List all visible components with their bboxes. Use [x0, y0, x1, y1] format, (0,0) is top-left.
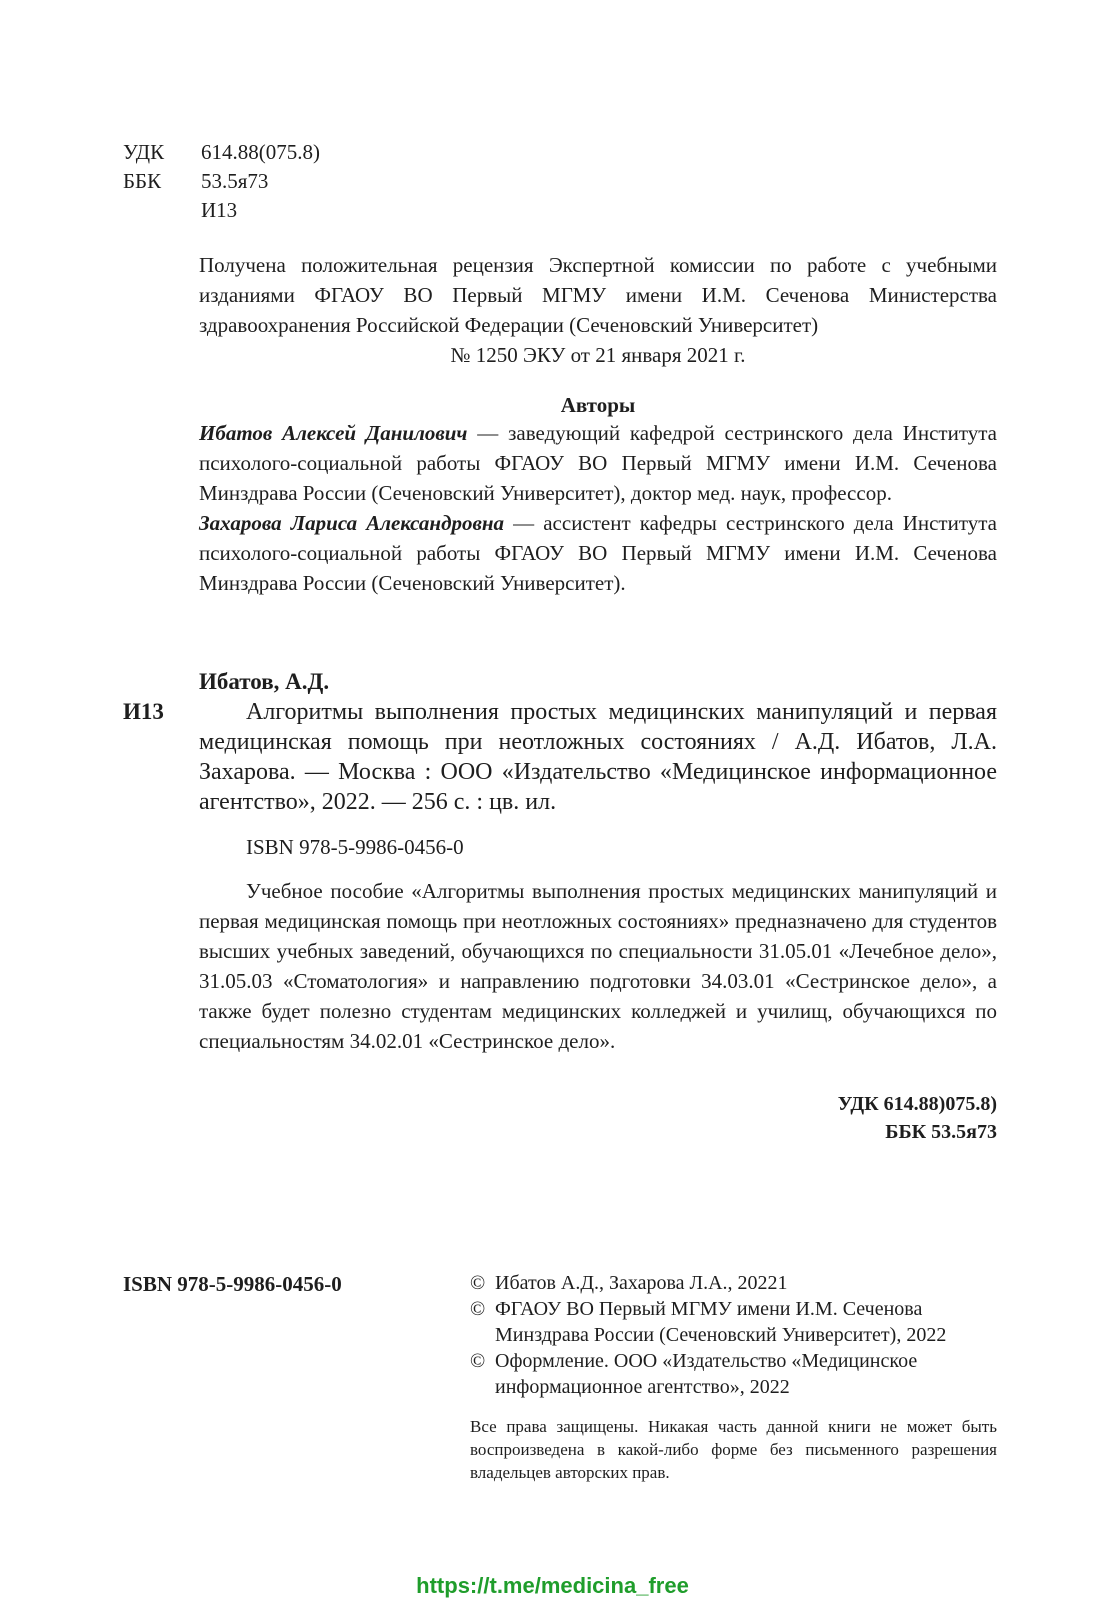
classification-block — [123, 138, 320, 225]
annotation — [199, 876, 997, 1056]
copyright-item — [470, 1270, 997, 1296]
udk-label: УДК — [123, 140, 165, 164]
copyright-text: Оформление. ООО «Издательство «Медицинское информационное агентство», 2022 — [495, 1350, 918, 1398]
copyright-icon: © — [470, 1350, 486, 1372]
bibliographic-text: Алгоритмы выполнения простых медицинских манипуляций и первая медицинская помощь при неотложных состояниях / А.Д. Ибатов, Л.А. Захарова. — Москва : ООО «Издательство «Медицинское информационное агентство», 2022. — 256 с. : цв. ил. — [199, 699, 997, 815]
copyright-item — [470, 1348, 997, 1400]
rights-notice — [470, 1415, 997, 1484]
copyright-icon: © — [470, 1298, 486, 1320]
bbk-code: ББК 53.5я73 — [885, 1121, 997, 1143]
annotation-text: Учебное пособие «Алгоритмы выполнения простых медицинских манипуляций и первая медицинская помощь при неотложных состояниях» предназначено для студентов высших учебных заведений, обучающихся по специальности 31.05.01 «Лечебное дело», 31.05.03 «Стоматология» и направлению подготовки 34.03.01 «Сестринское дело», а также будет полезно студентам медицинских колледжей и училищ, обучающихся по специальностям 34.02.01 «Сестринское дело». — [199, 879, 997, 1053]
classification-codes-right — [700, 1090, 997, 1146]
bbk-label: ББК — [123, 169, 162, 193]
main-author-heading: Ибатов, А.Д. — [199, 669, 330, 694]
copyright-block — [470, 1270, 997, 1400]
review-note — [199, 250, 997, 370]
review-last-line: № 1250 ЭКУ от 21 января 2021 г. — [450, 343, 746, 367]
review-text: Получена положительная рецензия Экспертной комиссии по работе с учебными изданиями ФГАОУ ВО Первый МГМУ имени И.М. Сеченова Министерства здравоохранения Российской Федерации (Сеченовский Университет) — [199, 253, 997, 337]
bibliographic-mark: И13 — [123, 699, 164, 724]
author-entry — [199, 508, 997, 598]
author-entry — [199, 418, 997, 508]
copyright-text: ФГАОУ ВО Первый МГМУ имени И.М. Сеченова Минздрава России (Сеченовский Университет), 2022 — [495, 1298, 947, 1346]
author-mark: И13 — [201, 198, 238, 222]
udk-row — [123, 138, 320, 167]
rights-text: Все права защищены. Никакая часть данной книги не может быть воспроизведена в какой-либо форме без письменного разрешения владельцев авторских прав. — [470, 1417, 997, 1482]
bbk-row — [123, 167, 320, 196]
isbn-line: ISBN 978-5-9986-0456-0 — [246, 835, 464, 859]
udk-code: УДК 614.88)075.8) — [837, 1093, 997, 1115]
copyright-icon: © — [470, 1272, 486, 1294]
author-name: Ибатов Алексей Данилович — [199, 421, 468, 445]
copyright-text: Ибатов А.Д., Захарова Л.А., 20221 — [495, 1272, 788, 1294]
author-name: Захарова Лариса Александровна — [199, 511, 505, 535]
author-mark-row — [123, 196, 320, 225]
authors-list — [199, 418, 997, 598]
copyright-item — [470, 1296, 997, 1348]
bbk-value: 53.5я73 — [201, 169, 269, 193]
bibliographic-description — [199, 697, 997, 817]
footer-link[interactable]: https://t.me/medicina_free — [416, 1573, 689, 1598]
isbn-full: ISBN 978-5-9986-0456-0 — [123, 1272, 342, 1296]
authors-heading: Авторы — [560, 393, 636, 417]
author-description: — заведующий кафедрой сестринского дела Института психолого-социальной работы ФГАОУ ВО Первый МГМУ имени И.М. Сеченова Минздрава России (Сеченовский Университет), доктор мед. наук, профессор. — [199, 421, 997, 505]
udk-value: 614.88(075.8) — [201, 140, 320, 164]
author-description: — ассистент кафедры сестринского дела Института психолого-социальной работы ФГАОУ ВО Первый МГМУ имени И.М. Сеченова Минздрава России (Сеченовский Университет). — [199, 511, 997, 595]
